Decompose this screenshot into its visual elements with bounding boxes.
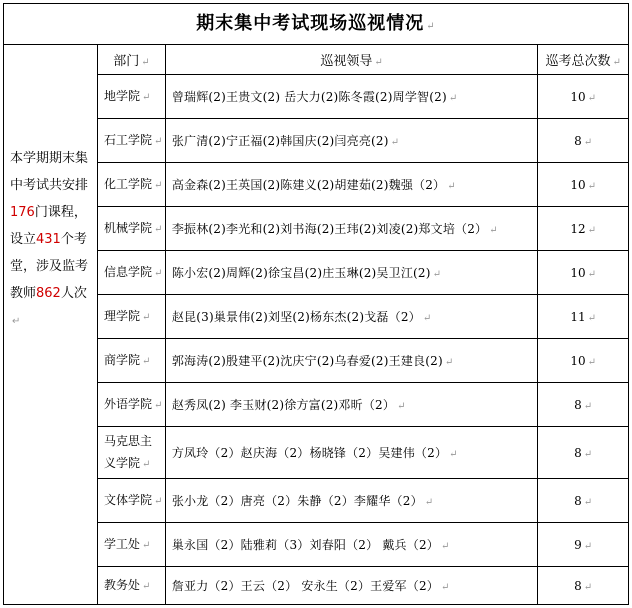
leaders-cell: 赵昆(3)巢景伟(2)刘坚(2)杨东杰(2)戈磊（2） ↵	[165, 295, 538, 339]
summary-suffix: 人次	[60, 286, 87, 301]
summary-prefix: 本学期期末集中考试共安排	[10, 151, 89, 193]
title-text: 期末集中考试现场巡视情况	[196, 13, 425, 34]
dept-cell: 教务处 ↵	[98, 567, 165, 605]
room-count: 431	[36, 232, 61, 247]
count-cell: 8 ↵	[538, 479, 628, 523]
count-cell: 12 ↵	[538, 207, 628, 251]
count-cell: 10 ↵	[538, 75, 628, 119]
count-cell: 8 ↵	[538, 427, 628, 479]
leaders-cell: 张小龙（2）唐亮（2）朱静（2）李耀华（2） ↵	[165, 479, 538, 523]
dept-cell: 机械学院 ↵	[98, 207, 165, 251]
summary-text	[10, 145, 96, 335]
header-count: 巡考总次数 ↵	[538, 45, 628, 75]
paragraph-mark-icon: ↵	[426, 21, 436, 32]
dept-cell: 地学院 ↵	[98, 75, 165, 119]
leaders-cell: 赵秀凤(2) 李玉财(2)徐方富(2)邓昕（2） ↵	[165, 383, 538, 427]
table-row	[98, 523, 628, 567]
table-row	[98, 75, 628, 119]
count-cell: 10 ↵	[538, 163, 628, 207]
count-cell: 11 ↵	[538, 295, 628, 339]
leaders-cell: 巢永国（2）陆雅莉（3）刘春阳（2） 戴兵（2） ↵	[165, 523, 538, 567]
dept-cell: 石工学院 ↵	[98, 119, 165, 163]
dept-cell: 马克思主义学院 ↵	[98, 427, 165, 479]
table-header-row	[98, 45, 628, 75]
table-row	[98, 427, 628, 479]
count-cell: 10 ↵	[538, 339, 628, 383]
leaders-cell: 李振林(2)李光和(2)刘书海(2)王玮(2)刘凌(2)郑文培（2） ↵	[165, 207, 538, 251]
leaders-cell: 高金森(2)王英国(2)陈建义(2)胡建茹(2)魏强（2） ↵	[165, 163, 538, 207]
table-row	[98, 339, 628, 383]
leaders-cell: 张广清(2)宁正福(2)韩国庆(2)闫亮亮(2) ↵	[165, 119, 538, 163]
dept-cell: 化工学院 ↵	[98, 163, 165, 207]
course-count: 176	[10, 205, 35, 220]
summary-mid2: 个考堂，涉及监考教师	[10, 232, 89, 301]
count-cell: 10 ↵	[538, 251, 628, 295]
header-dept: 部门 ↵	[98, 45, 165, 75]
summary-mid1: 门课程，设立	[10, 205, 87, 247]
count-cell: 8 ↵	[538, 383, 628, 427]
table-row	[98, 479, 628, 523]
count-cell: 8 ↵	[538, 119, 628, 163]
count-cell: 9 ↵	[538, 523, 628, 567]
leaders-cell: 陈小宏(2)周辉(2)徐宝昌(2)庄玉琳(2)吴卫江(2) ↵	[165, 251, 538, 295]
inspection-table	[98, 45, 628, 605]
leaders-cell: 曾瑞辉(2)王贵文(2) 岳大力(2)陈冬霞(2)周学智(2) ↵	[165, 75, 538, 119]
dept-cell: 文体学院 ↵	[98, 479, 165, 523]
dept-cell: 理学院 ↵	[98, 295, 165, 339]
table-row	[98, 251, 628, 295]
dept-cell: 信息学院 ↵	[98, 251, 165, 295]
teacher-count: 862	[36, 286, 61, 301]
count-cell: 8 ↵	[538, 567, 628, 605]
table-row	[98, 207, 628, 251]
table-row	[98, 567, 628, 605]
leaders-cell: 郭海涛(2)殷建平(2)沈庆宁(2)乌春爱(2)王建良(2) ↵	[165, 339, 538, 383]
dept-cell: 外语学院 ↵	[98, 383, 165, 427]
dept-cell: 学工处 ↵	[98, 523, 165, 567]
leaders-cell: 方凤玲（2）赵庆海（2）杨晓锋（2）吴建伟（2） ↵	[165, 427, 538, 479]
paragraph-mark-icon: ↵	[12, 316, 21, 327]
dept-cell: 商学院 ↵	[98, 339, 165, 383]
summary-cell	[4, 45, 98, 604]
table-row	[98, 383, 628, 427]
document-sheet	[3, 3, 629, 605]
header-leaders: 巡视领导 ↵	[165, 45, 538, 75]
table-row	[98, 163, 628, 207]
leaders-cell: 詹亚力（2）王云（2） 安永生（2）王爱军（2） ↵	[165, 567, 538, 605]
table-row	[98, 295, 628, 339]
document-title	[4, 4, 628, 45]
table-row	[98, 119, 628, 163]
